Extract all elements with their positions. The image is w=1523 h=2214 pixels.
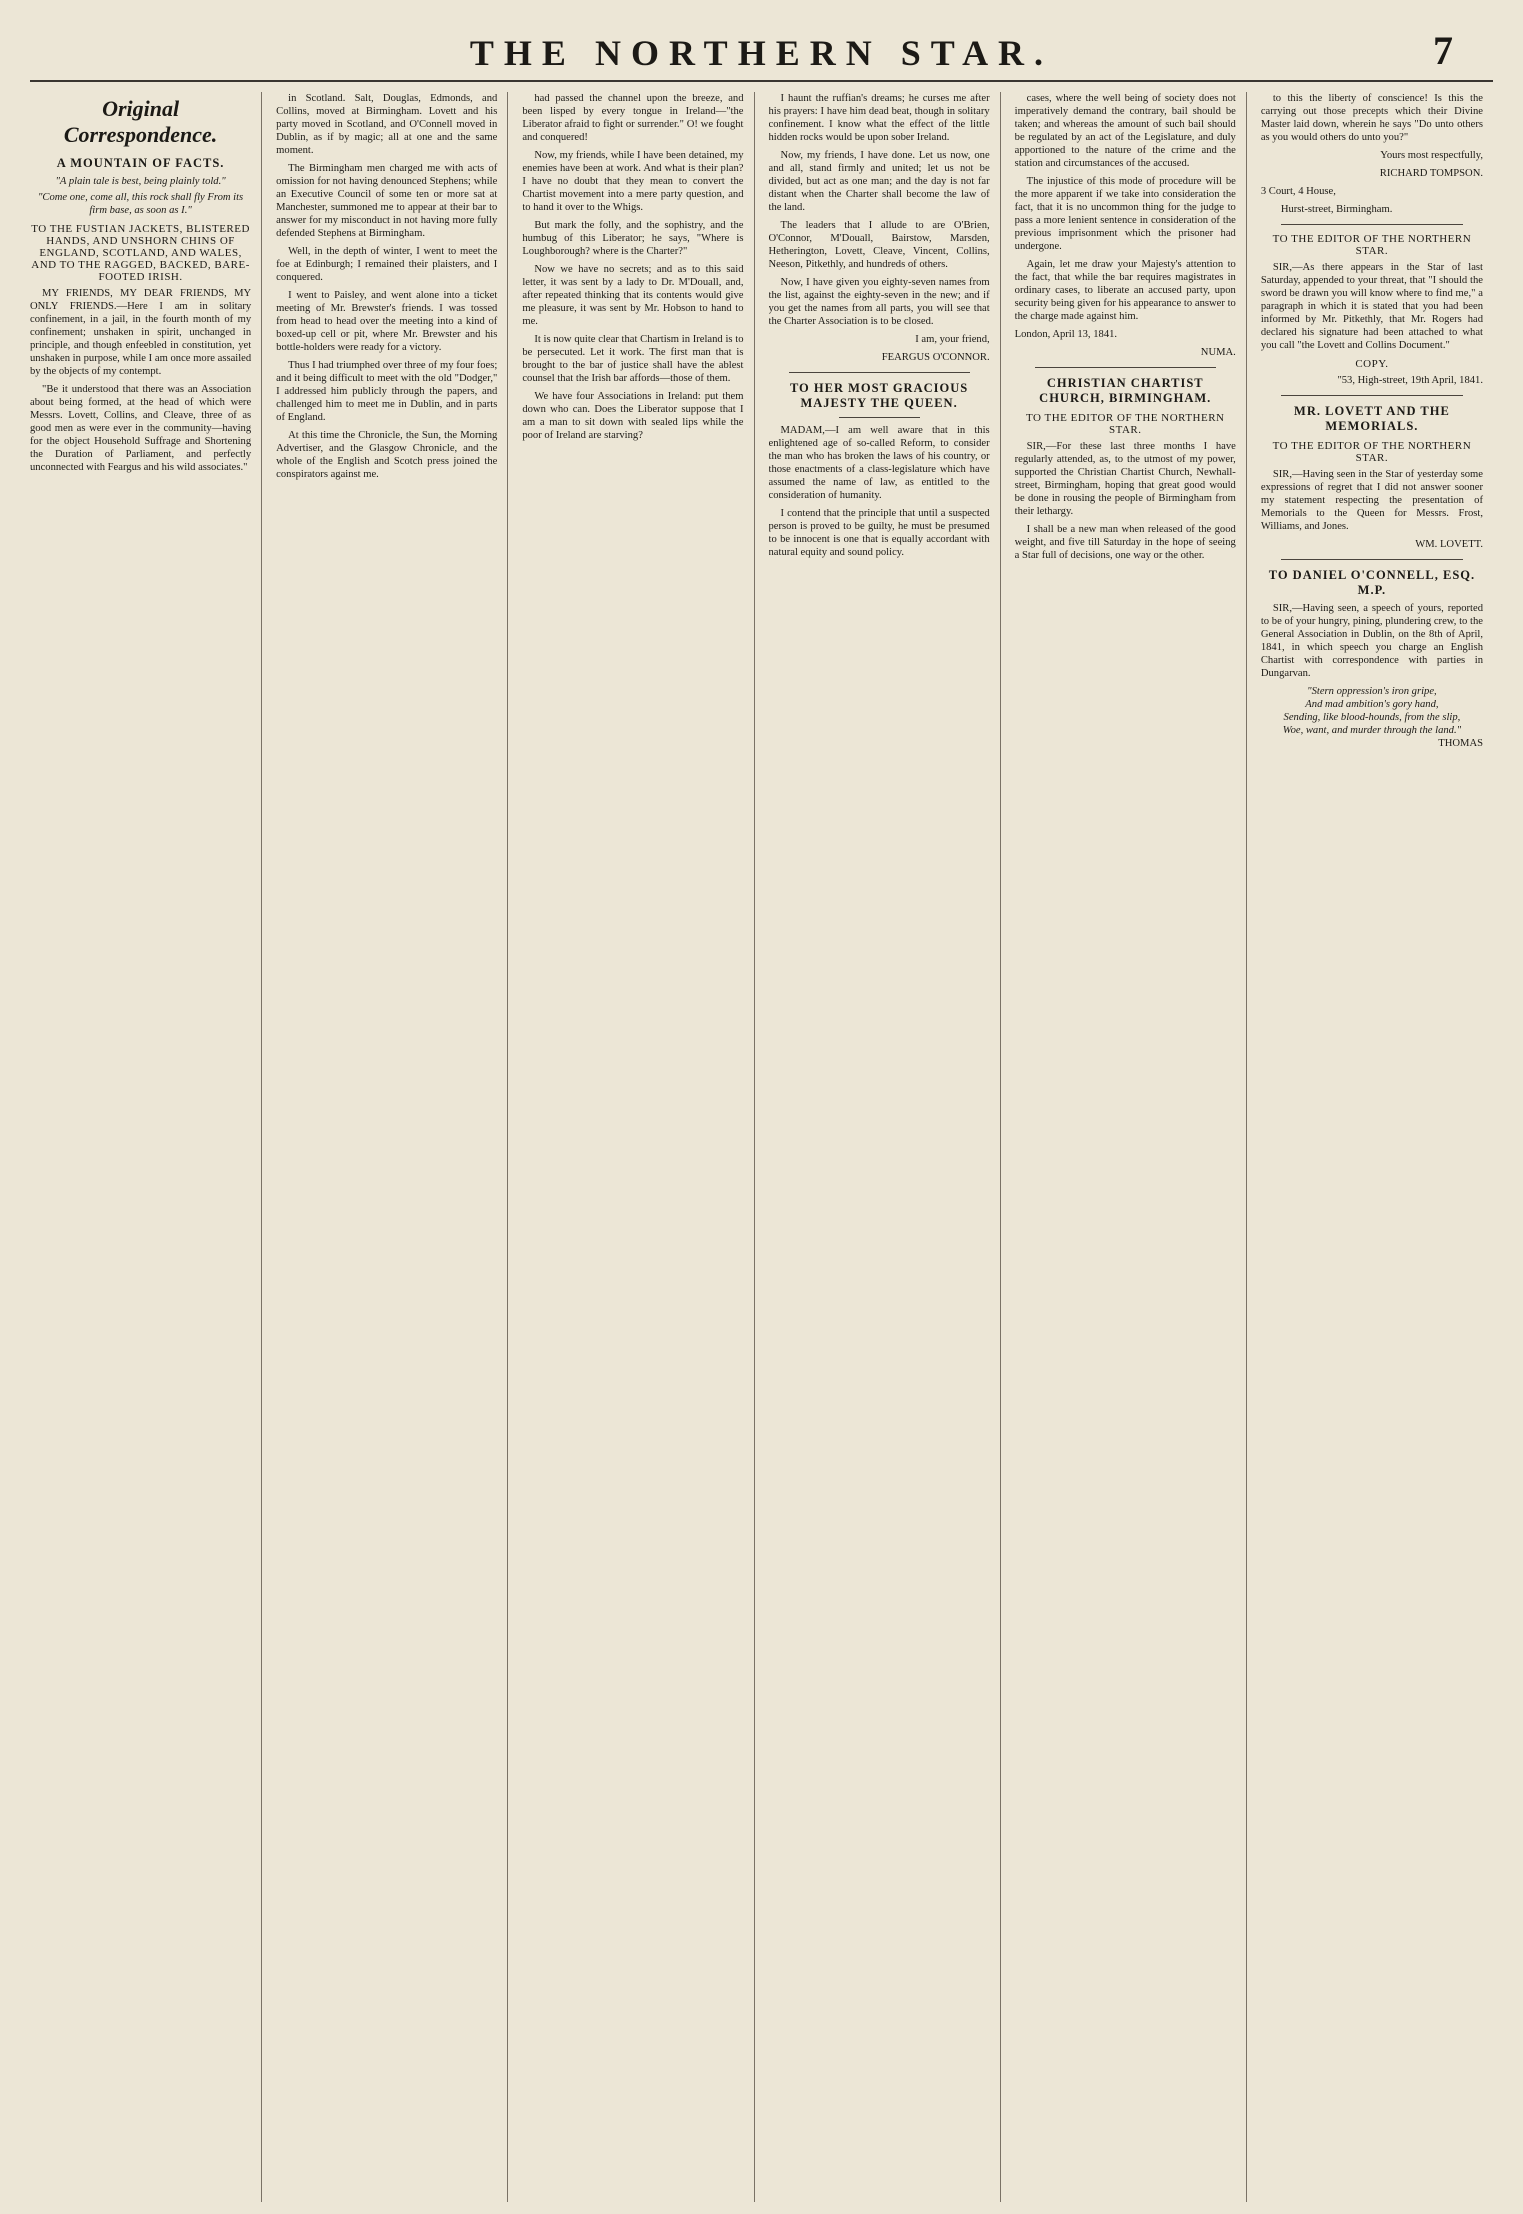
paragraph: The Birmingham men charged me with acts of omission for not having denounced Stephens; while an Executive Council of some ten or more sat at Manchester, summoned me to appear at their bar to answer for my misconduct in not having more fully defended Stephens at Birmingham. xyxy=(276,163,498,239)
paragraph: SIR,—For these last three months I have regularly attended, as, to the utmost of my power, supported the Christian Chartist Church, Newhall-street, Birmingham, hoping that great good would be done in rousing the people of Birmingham from their lethargy. xyxy=(1014,441,1236,517)
paragraph: "Be it understood that there was an Association about being formed, at the head of which were Messrs. Lovett, Collins, and Cleave, three of as good men as were ever in the community—having for the object Household Suffrage and Shortening the Duration of Parliament, and perfectly unconnected with Feargus and his wild associates." xyxy=(30,384,252,473)
paragraph: Now, my friends, while I have been detained, my enemies have been at work. And what is their plan? I have no doubt that they mean to convert the Chartist movement into a mere party question, and to hand it over to the Whigs. xyxy=(522,150,744,213)
dateline: "53, High-street, 19th April, 1841. xyxy=(1337,375,1483,386)
verse-line: Woe, want, and murder through the land." xyxy=(1282,725,1462,736)
epigraph-verse: "Come one, come all, this rock shall fly From its firm base, as soon as I." xyxy=(37,192,244,216)
newspaper-title: THE NORTHERN STAR. xyxy=(469,33,1054,73)
epigraph: "A plain tale is best, being plainly told." xyxy=(55,176,226,187)
column-2 xyxy=(276,92,508,2202)
paragraph: Now, my friends, I have done. Let us now, one and all, stand firmly and united; let us not be divided, but act as one man; and the day is not far distant when the Charter shall become the law of the land. xyxy=(768,150,990,213)
paragraph: The injustice of this mode of procedure will be the more apparent if we take into consideration the fact, that it is no uncommon thing for the judge to pass a more lenient sentence in consideration of the previous imprisonment which the prisoner had undergone. xyxy=(1014,176,1236,252)
signature: THOMAS xyxy=(1438,738,1483,749)
column-1 xyxy=(30,92,262,2202)
paragraph: I shall be a new man when released of the good weight, and five till Saturday in the hope of seeing a Star full of decisions, one way or the other. xyxy=(1014,524,1236,561)
verse-line: Sending, like blood-hounds, from the slip, xyxy=(1283,712,1461,723)
paragraph: It is now quite clear that Chartism in Ireland is to be persecuted. Let it work. The first man that is brought to the bar of justice shall have the ablest counsel that the Irish bar affords—those of them. xyxy=(522,334,744,384)
paragraph: SIR,—As there appears in the Star of last Saturday, appended to your threat, that "I should the sword be drawn you will know where to find me," a paragraph in which it is stated that you had been informed by Mr. Pitkethly, that Mr. Rogers had declared his signature had been attached to what you call "the Lovett and Collins Document." xyxy=(1260,262,1483,351)
divider xyxy=(1281,224,1463,225)
paragraph: At this time the Chronicle, the Sun, the Morning Advertiser, and the Glasgow Chronicle, and the whole of the English and Scotch press joined the conspirators against me. xyxy=(276,430,498,480)
paragraph: We have four Associations in Ireland: put them down who can. Does the Liberator suppose that I am a man to sit down with sealed lips while the poor of Ireland are starving? xyxy=(522,391,744,441)
paragraph: in Scotland. Salt, Douglas, Edmonds, and Collins, moved at Birmingham. Lovett and his party moved in Scotland, and O'Connell moved in Dublin, as if by magic; all at one and the same moment. xyxy=(276,93,498,156)
signature: FEARGUS O'CONNOR. xyxy=(881,352,990,363)
section-heading: Original Correspondence. xyxy=(63,96,218,147)
masthead xyxy=(30,22,1493,82)
divider xyxy=(1035,367,1216,368)
closing-line: I am, your friend, xyxy=(915,334,990,345)
paragraph: Thus I had triumphed over three of my four foes; and it being difficult to meet with the old "Dodger," I addressed him publicly through the papers, and challenged him to meet me in Dublin, and in parts of England. xyxy=(276,360,498,423)
divider xyxy=(839,417,920,418)
paragraph: cases, where the well being of society does not imperatively demand the contrary, bail should be taken; and whereas the amount of such bail should be regulated by an act of the Legislature, and duly apportioned to the nature of the crime and the station and circumstances of the accused. xyxy=(1014,93,1236,169)
article-title: CHRISTIAN CHARTIST CHURCH, BIRMINGHAM. xyxy=(1039,376,1212,405)
article-subtitle: TO THE EDITOR OF THE NORTHERN STAR. xyxy=(1272,233,1472,257)
verse-line: "Stern oppression's iron gripe, xyxy=(1307,686,1437,697)
signature: WM. LOVETT. xyxy=(1415,539,1483,550)
article-subtitle: TO THE EDITOR OF THE NORTHERN STAR. xyxy=(1272,440,1472,464)
divider xyxy=(1281,395,1463,396)
article-title: MR. LOVETT AND THE MEMORIALS. xyxy=(1294,404,1450,433)
paragraph: SIR,—Having seen in the Star of yesterday some expressions of regret that I did not answer sooner my statement respecting the presentation of Memorials to the Queen for Messrs. Frost, Williams, and Jones. xyxy=(1260,469,1483,532)
paragraph: MADAM,—I am well aware that in this enlightened age of so-called Reform, to consider the man who has broken the laws of his country, or those enactments of a class-legislature which have assumed the name of law, as entitled to the consideration of humanity. xyxy=(768,425,990,501)
article-title: TO DANIEL O'CONNELL, ESQ. M.P. xyxy=(1268,568,1476,597)
address-line: 3 Court, 4 House, xyxy=(1260,186,1336,197)
paragraph: MY FRIENDS, MY DEAR FRIENDS, MY ONLY FRIENDS.—Here I am in solitary confinement, in a jail, in the fourth month of my confinement; unshaken in spirit, unchanged in principle, and though enfeebled in constitution, yet unshaken in purpose, while I am once more assailed by the objects of my contempt. xyxy=(30,288,252,377)
paragraph: had passed the channel upon the breeze, and been lisped by every tongue in Ireland—"the Liberator afraid to fight or surrender." O! we fought and conquered! xyxy=(522,93,744,143)
article-title: A MOUNTAIN OF FACTS. xyxy=(56,156,225,170)
copy-label: COPY. xyxy=(1355,358,1389,370)
column-6 xyxy=(1261,92,1493,2202)
paragraph: Now we have no secrets; and as to this said letter, it was sent by a lady to Dr. M'Douall, and, after repeated thinking that its contents would give me pleasure, it was sent by Mr. Hobson to hand to me. xyxy=(522,264,744,327)
dateline: London, April 13, 1841. xyxy=(1014,329,1118,340)
paragraph: I contend that the principle that until a suspected person is proved to be guilty, he must be presumed to be innocent is one that is equally accordant with natural equity and sound policy. xyxy=(768,508,990,558)
column-3 xyxy=(522,92,754,2202)
closing-line: Yours most respectfully, xyxy=(1380,150,1483,161)
page-number: 7 xyxy=(1433,28,1453,73)
paragraph: SIR,—Having seen, a speech of yours, reported to be of your hungry, pining, plundering crew, to the General Association in Dublin, on the 8th of April, 1841, in which speech you charge an English Chartist with correspondence with parties in Dungarvan. xyxy=(1260,603,1483,679)
paragraph: to this the liberty of conscience! Is this the carrying out those precepts which their Divine Master laid down, wherein he says "Do unto others as you would others do unto you?" xyxy=(1260,93,1483,143)
verse-line: And mad ambition's gory hand, xyxy=(1305,699,1439,710)
paragraph: Now, I have given you eighty-seven names from the list, against the eighty-seven in the new; and if you get the names from all parts, you will see that the Charter Association is to be closed. xyxy=(768,277,990,327)
paragraph: Again, let me draw your Majesty's attention to the fact, that while the bar requires magistrates in ordinary cases, to liberate an accused party, upon security being given for his appearance to answer to the charge made against him. xyxy=(1014,259,1236,322)
signature: RICHARD TOMPSON. xyxy=(1379,168,1483,179)
signature: NUMA. xyxy=(1200,347,1236,358)
address-line: Hurst-street, Birmingham. xyxy=(1280,204,1393,215)
divider xyxy=(1281,559,1463,560)
paragraph: I went to Paisley, and went alone into a ticket meeting of Mr. Brewster's friends. I was tossed from head to head over the meeting into a kind of boxed-up cell or pit, where Mr. Brewster and his bottle-holders were ready for a victory. xyxy=(276,290,498,353)
column-grid xyxy=(30,92,1493,2202)
column-4 xyxy=(769,92,1001,2202)
paragraph: But mark the folly, and the sophistry, and the humbug of this Liberator; he says, "Where is Loughborough? where is the Charter?" xyxy=(522,220,744,257)
paragraph: The leaders that I allude to are O'Brien, O'Connor, M'Douall, Bairstow, Marsden, Hetherington, Lovett, Cleave, Vincent, Collins, Neeson, Pitkethly, and hundreds of others. xyxy=(768,220,990,270)
column-5 xyxy=(1015,92,1247,2202)
paragraph: Well, in the depth of winter, I went to meet the foe at Edinburgh; I remained their plaisters, and I conquered. xyxy=(276,246,498,283)
divider xyxy=(789,372,970,373)
article-subtitle: TO THE EDITOR OF THE NORTHERN STAR. xyxy=(1025,412,1225,436)
paragraph: I haunt the ruffian's dreams; he curses me after his prayers: I have him dead beat, though in solitary confinement. I know what the effect of the little hidden rocks would be upon sober Ireland. xyxy=(768,93,990,143)
address-line: TO THE FUSTIAN JACKETS, BLISTERED HANDS, AND UNSHORN CHINS OF ENGLAND, SCOTLAND, AND WALES, AND TO THE RAGGED, BACKED, BARE-FOOTED IRISH. xyxy=(31,223,250,283)
article-title: TO HER MOST GRACIOUS MAJESTY THE QUEEN. xyxy=(789,381,969,410)
